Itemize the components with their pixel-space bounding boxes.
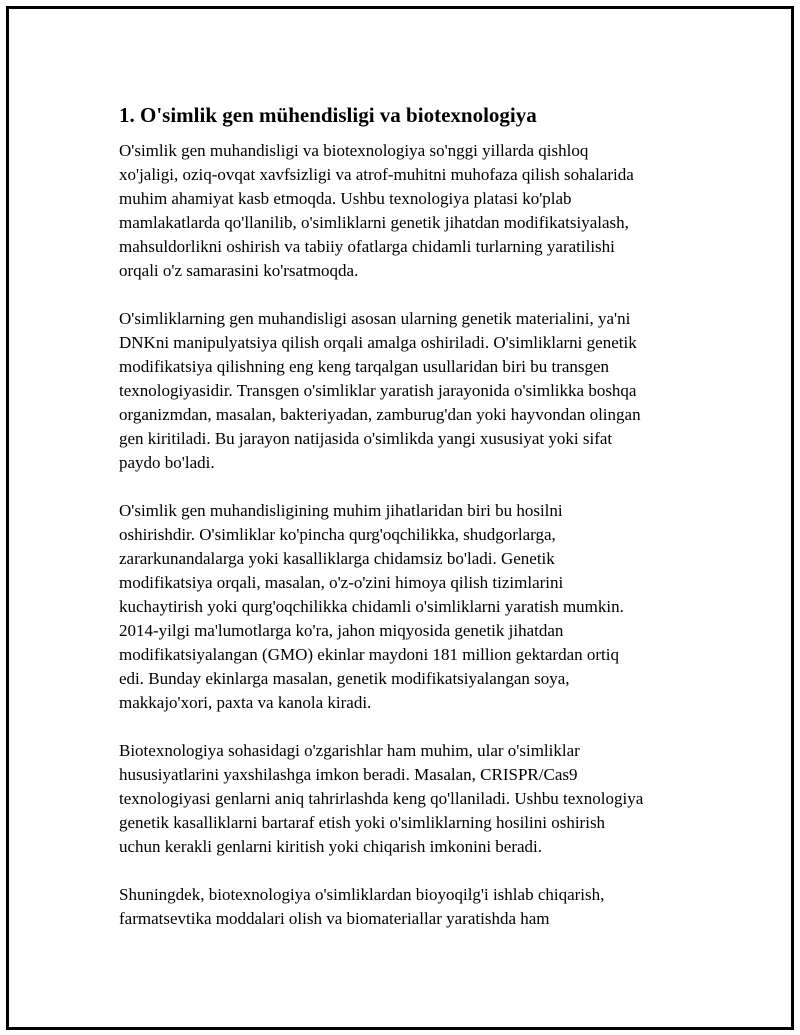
text-line: 2014-yilgi ma'lumotlarga ko'ra, jahon miqyosida genetik jihatdan <box>119 621 564 640</box>
text-line: DNKni manipulyatsiya qilish orqali amalga oshiriladi. O'simliklarni genetik <box>119 333 637 352</box>
text-line: mamlakatlarda qo'llanilib, o'simliklarni genetik jihatdan modifikatsiyalash, <box>119 213 629 232</box>
text-line: makkajo'xori, paxta va kanola kiradi. <box>119 693 372 712</box>
text-line: O'simliklarning gen muhandisligi asosan ularning genetik materialini, ya'ni <box>119 309 631 328</box>
text-line: farmatsevtika moddalari olish va biomateriallar yaratishda ham <box>119 909 550 928</box>
text-line: mahsuldorlikni oshirish va tabiiy ofatlarga chidamli turlarning yaratilishi <box>119 237 615 256</box>
text-line: texnologiyasi genlarni aniq tahrirlashda keng qo'llaniladi. Ushbu texnologiya <box>119 789 644 808</box>
text-line: muhim ahamiyat kasb etmoqda. Ushbu texnologiya platasi ko'plab <box>119 189 572 208</box>
section-heading: 1. O'simlik gen mühendisligi va biotexnologiya <box>119 103 537 127</box>
text-line: Biotexnologiya sohasidagi o'zgarishlar ham muhim, ular o'simliklar <box>119 741 580 760</box>
text-line: orqali o'z samarasini ko'rsatmoqda. <box>119 261 359 280</box>
paragraph-4 <box>119 739 699 859</box>
text-line: oshirishdir. O'simliklar ko'pincha qurg'oqchilikka, shudgorlarga, <box>119 525 556 544</box>
text-line: zararkunandalarga yoki kasalliklarga chidamsiz bo'ladi. Genetik <box>119 549 555 568</box>
text-line: paydo bo'ladi. <box>119 453 215 472</box>
text-line: hususiyatlarini yaxshilashga imkon beradi. Masalan, CRISPR/Cas9 <box>119 765 578 784</box>
text-line: modifikatsiya qilishning eng keng tarqalgan usullaridan biri bu transgen <box>119 357 610 376</box>
text-line: O'simlik gen muhandisligi va biotexnologiya so'nggi yillarda qishloq <box>119 141 589 160</box>
paragraph-1 <box>119 139 699 283</box>
text-line: O'simlik gen muhandisligining muhim jihatlaridan biri bu hosilni <box>119 501 563 520</box>
paragraph-3 <box>119 499 699 715</box>
paragraph-2 <box>119 307 699 475</box>
document-content <box>119 101 699 955</box>
text-line: edi. Bunday ekinlarga masalan, genetik modifikatsiyalangan soya, <box>119 669 570 688</box>
paragraph-5 <box>119 883 699 931</box>
text-line: kuchaytirish yoki qurg'oqchilikka chidamli o'simliklarni yaratish mumkin. <box>119 597 624 616</box>
text-line: gen kiritiladi. Bu jarayon natijasida o'simlikda yangi xususiyat yoki sifat <box>119 429 613 448</box>
text-line: xo'jaligi, oziq-ovqat xavfsizligi va atrof-muhitni muhofaza qilish sohalarida <box>119 165 634 184</box>
text-line: uchun kerakli genlarni kiritish yoki chiqarish imkonini beradi. <box>119 837 543 856</box>
text-line: texnologiyasidir. Transgen o'simliklar yaratish jarayonida o'simlikka boshqa <box>119 381 637 400</box>
text-line: organizmdan, masalan, bakteriyadan, zamburug'dan yoki hayvondan olingan <box>119 405 641 424</box>
text-line: Shuningdek, biotexnologiya o'simliklardan bioyoqilg'i ishlab chiqarish, <box>119 885 605 904</box>
text-line: genetik kasalliklarni bartaraf etish yoki o'simliklarning hosilini oshirish <box>119 813 606 832</box>
page-frame <box>6 6 794 1030</box>
text-line: modifikatsiyalangan (GMO) ekinlar maydoni 181 million gektardan ortiq <box>119 645 619 664</box>
text-line: modifikatsiya orqali, masalan, o'z-o'zini himoya qilish tizimlarini <box>119 573 564 592</box>
